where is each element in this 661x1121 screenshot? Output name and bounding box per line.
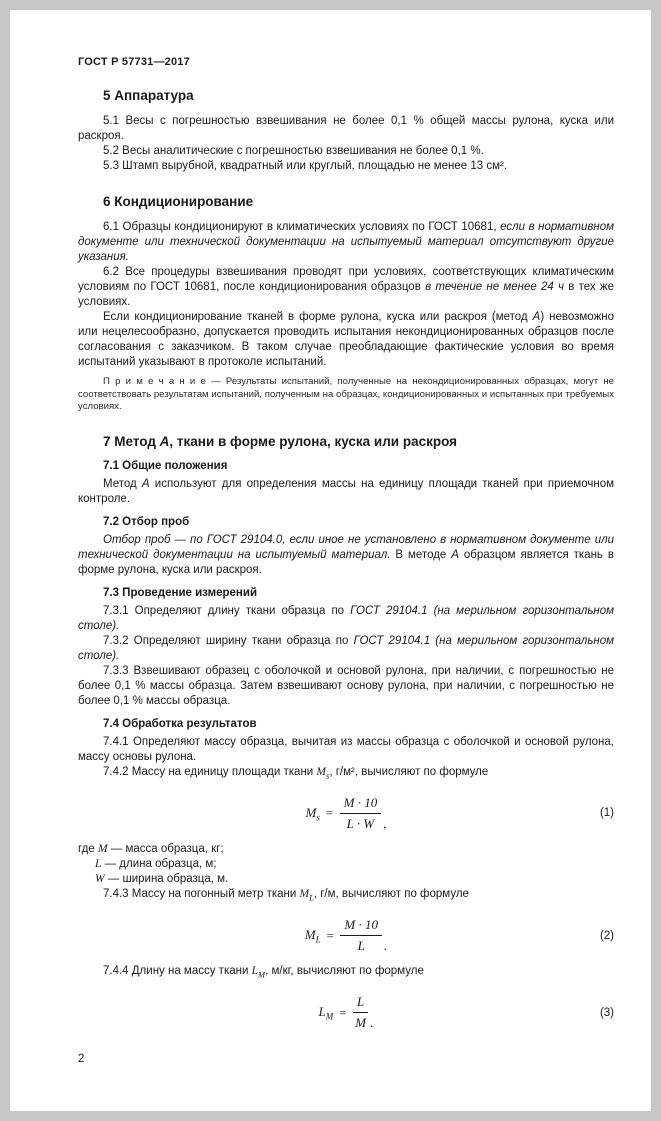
text-run: , м/кг, вычисляют по формуле [265, 965, 424, 978]
variable-symbol: M [316, 765, 327, 778]
doc-number: ГОСТ Р 57731—2017 [78, 56, 190, 68]
fraction-numerator: M · 10 [340, 795, 382, 814]
text-run: используют для определения массы на единицу площади тканей при приемочном контроле. [78, 477, 614, 505]
text-run: где [78, 842, 98, 855]
subsection-7-3-heading: 7.3 Проведение измерений [103, 586, 258, 599]
fraction-denominator: M [355, 1015, 367, 1031]
variable-symbol: M [305, 804, 317, 820]
text-run-italic: А [532, 311, 541, 323]
equals-sign: = [325, 927, 335, 943]
clause-6-2-continuation [78, 310, 614, 370]
text-run: — масса образца, кг; [107, 842, 224, 855]
fraction-denominator: L [357, 938, 365, 954]
text-run: В методе [390, 548, 452, 561]
text-run: 7.4.2 Массу на единицу площади ткани [103, 765, 317, 778]
fraction [340, 795, 382, 832]
variable-subscript: s [326, 769, 330, 780]
clause-5-3: 5.3 Штамп вырубной, квадратный или круглый, площадью не менее 13 см². [103, 160, 508, 172]
text-run-italic: если в нормативном документе или технической документации на испытуемый материал отсутствуют другие указания. [78, 221, 614, 263]
text-run: ) невозможно или нецелесообразно, допускается проводить испытания некондиционированных образцов после согласования с заказчиком. В таком случае преобладающие фактические условия во время испытаний указывают в протоколе испытаний. [78, 311, 615, 368]
variable-subscript: L [309, 892, 314, 903]
clause-5-2: 5.2 Весы аналитические с погрешностью взвешивания не более 0,1 %. [103, 145, 484, 157]
formula-punctuation: , [383, 815, 387, 831]
text-run-italic: ГОСТ 29104.1 (на мерильном горизонтальном столе). [78, 604, 614, 632]
text-run: 7 Метод [103, 433, 160, 449]
formula-3 [78, 994, 614, 1031]
equation-number: (2) [599, 929, 614, 942]
variable-symbol: L [318, 1004, 326, 1020]
variable-subscript: s [316, 812, 320, 823]
equation-number: (1) [599, 807, 614, 820]
clause-7-4-2 [78, 765, 614, 783]
subsection-7-4-heading: 7.4 Обработка результатов [103, 717, 257, 730]
text-run: , г/м², вычисляют по формуле [329, 765, 489, 778]
formula-1 [78, 795, 614, 832]
page-number: 2 [78, 1053, 85, 1066]
formula-lhs [306, 805, 320, 823]
text-run: , г/м, вычисляют по формуле [313, 887, 469, 900]
variable-symbol: M [304, 926, 316, 942]
variable-subscript: M [325, 1011, 334, 1022]
formula-1-expression [306, 795, 387, 832]
formula-3-expression [319, 994, 374, 1031]
clause-7-4-4 [78, 964, 614, 982]
formula-lhs [319, 1004, 334, 1022]
text-run: Если кондиционирование тканей в форме рулона, куска или раскроя (метод [103, 311, 533, 323]
clause-6-2 [78, 265, 614, 310]
variable-symbol: L [95, 857, 102, 870]
clause-6-1 [78, 220, 614, 265]
text-run-italic: Отбор проб — по ГОСТ 29104.0, если иное не установлено в нормативном документе или технической документации на испытуемый материал. [78, 533, 614, 561]
section-7-heading [78, 434, 614, 449]
text-run: 7.3.2 Определяют ширину ткани образца по [103, 634, 354, 647]
text-run: — длина образца, м; [101, 857, 217, 870]
text-run: 7.4.4 Длину на массу ткани [103, 965, 252, 978]
subsection-7-1-heading: 7.1 Общие положения [103, 459, 228, 472]
variable-symbol: M [97, 842, 108, 855]
text-run: 6.1 Образцы кондиционируют в климатических условиях по ГОСТ 10681, [103, 221, 501, 233]
note-text: П р и м е ч а н и е — Результаты испытаний, полученные на некондиционированных образцах, могут не соответствовать результатам испытаний, полученным на образцах, кондиционированных и испытанных при требуемых условиях. [78, 376, 614, 412]
equals-sign: = [324, 805, 334, 821]
fraction-numerator: M · 10 [340, 917, 382, 936]
fraction-numerator: L [353, 994, 368, 1013]
fraction [353, 994, 368, 1031]
formula-punctuation: . [370, 1015, 374, 1031]
equation-number: (3) [599, 1006, 614, 1019]
clause-7-1-text [78, 477, 614, 507]
section-5-heading: 5 Аппаратура [103, 88, 194, 103]
section-6-heading: 6 Кондиционирование [103, 194, 254, 209]
clause-7-3-1 [78, 604, 614, 634]
text-run-italic: А [159, 433, 170, 449]
variable-symbol: M [299, 887, 310, 900]
where-list-item [78, 857, 614, 872]
text-run: 7.4.3 Массу на погонный метр ткани [103, 887, 300, 900]
variable-subscript: L [315, 934, 321, 945]
text-run-italic: А [451, 548, 459, 561]
text-run: образцом является ткань в форме рулона, куска или раскроя. [78, 548, 614, 576]
formula-punctuation: . [383, 938, 388, 954]
variable-symbol: L [251, 965, 259, 978]
fraction-denominator: L · W [346, 815, 375, 831]
text-run: 6.2 Все процедуры взвешивания проводят при условиях, соответствующих климатическим условиям по ГОСТ 10681, после кондиционирования образцов [78, 266, 614, 293]
where-list-intro [78, 842, 614, 857]
subsection-7-2-heading: 7.2 Отбор проб [103, 515, 190, 528]
where-list-item [78, 872, 614, 887]
equals-sign: = [338, 1004, 348, 1020]
text-run: Метод [103, 477, 142, 490]
text-run-italic: в течение не менее 24 ч [425, 281, 564, 293]
text-run-italic: А [141, 477, 150, 490]
text-run-italic: ГОСТ 29104.1 (на мерильном горизонтальном столе). [78, 634, 614, 662]
document-page [10, 10, 651, 1111]
clause-7-2-text [78, 533, 614, 578]
text-run: , ткани в форме рулона, куска или раскроя [169, 433, 458, 449]
clause-7-4-1: 7.4.1 Определяют массу образца, вычитая из массы образца с оболочкой и основой рулона, массу основы рулона. [78, 735, 614, 763]
variable-symbol: W [95, 872, 105, 885]
clause-5-1: 5.1 Весы с погрешностью взвешивания не более 0,1 % общей массы рулона, куска или раскроя. [78, 115, 614, 142]
clause-7-3-2 [78, 634, 614, 664]
text-run: в тех же условиях. [78, 281, 614, 308]
variable-subscript: M [258, 969, 266, 980]
text-run: 7.3.1 Определяют длину ткани образца по [103, 604, 351, 617]
clause-7-4-3 [78, 887, 614, 905]
clause-7-3-3: 7.3.3 Взвешивают образец с оболочкой и основой рулона, при наличии, с погрешностью не более 0,1 % массы образца. Затем взвешивают основу рулона, при наличии, с погрешностью не более 0,1 % массы образца. [78, 664, 614, 707]
text-run: — ширина образца, м. [104, 872, 229, 885]
